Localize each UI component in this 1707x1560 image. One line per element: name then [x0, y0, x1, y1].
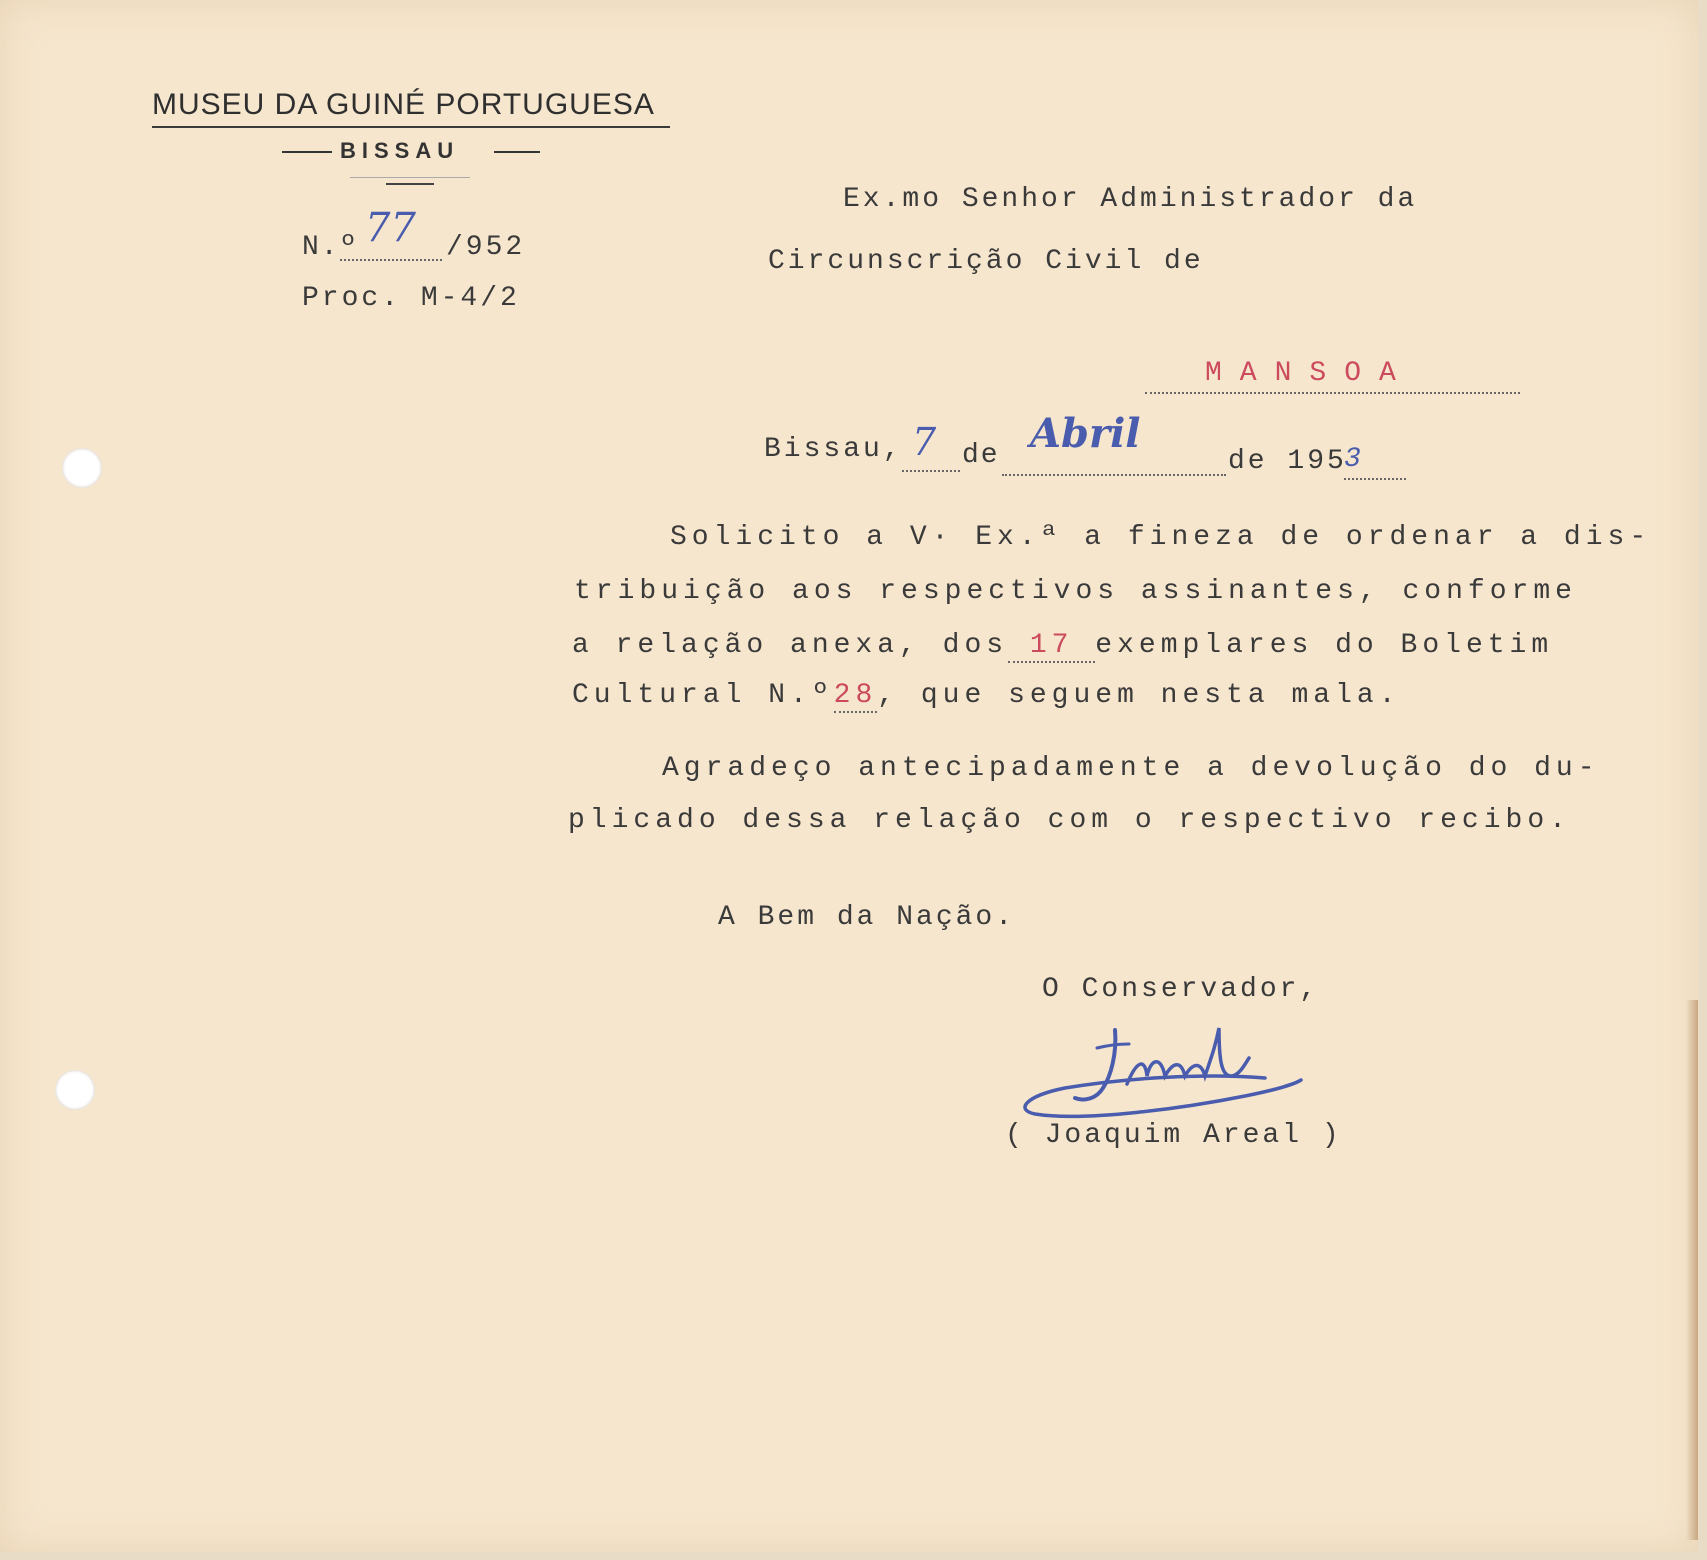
date-month-dots	[1002, 474, 1226, 476]
copies-quantity-dots	[1008, 630, 1095, 663]
bulletin-number: 28	[833, 680, 878, 711]
addressee-place-dots	[1145, 392, 1520, 394]
signer-title: O Conservador,	[1042, 974, 1320, 1005]
body-line-3	[572, 630, 1553, 661]
reference-number-handwritten: 77	[365, 205, 416, 251]
process-reference: Proc. M-4/2	[302, 283, 520, 314]
subtitle-dash-left	[282, 151, 332, 153]
body-line-3-start: a relação anexa, dos	[572, 630, 1009, 661]
addressee-line-1: Ex.mo Senhor Administrador da	[843, 184, 1418, 215]
addressee-line-2: Circunscrição Civil de	[768, 246, 1204, 277]
punch-hole-bottom	[55, 1070, 95, 1110]
body-line-4-end: , que seguem nesta mala.	[877, 680, 1401, 711]
punch-hole-top	[62, 448, 102, 488]
copies-quantity: 17	[1029, 630, 1074, 661]
reference-year: /952	[446, 232, 526, 263]
body-line-4	[572, 680, 1401, 711]
date-year-prefix: de 195	[1228, 446, 1347, 477]
date-day-dots	[902, 470, 960, 472]
signer-name: ( Joaquim Areal )	[1005, 1120, 1342, 1151]
reference-number-label: N.º	[302, 232, 359, 263]
body-line-4-start: Cultural N.º	[572, 680, 834, 711]
date-year-handwritten: 3	[1344, 444, 1363, 475]
letterhead-subtitle: BISSAU	[340, 138, 460, 163]
date-month-handwritten: Abril	[1030, 410, 1141, 457]
date-de-1: de	[962, 440, 1000, 471]
body-line-1: Solicito a V· Ex.ª a fineza de ordenar a dis-	[670, 522, 1652, 553]
date-day-handwritten: 7	[912, 420, 937, 464]
body-line-6: plicado dessa relação com o respectivo recibo.	[568, 805, 1571, 836]
subtitle-dash-right	[494, 151, 540, 153]
body-line-3-end: exemplares do Boletim	[1095, 630, 1554, 661]
letterhead-rule	[152, 126, 670, 128]
handwritten-signature	[1005, 1018, 1305, 1128]
addressee-place-stamp: MANSOA	[1205, 358, 1414, 389]
divider-short-rule	[386, 183, 434, 185]
divider-rule	[350, 177, 470, 178]
paper-edge-stain	[1686, 1000, 1698, 1540]
date-year-dots	[1344, 478, 1406, 480]
letterhead-title: MUSEU DA GUINÉ PORTUGUESA	[152, 88, 655, 121]
closing-salutation: A Bem da Nação.	[718, 902, 1016, 933]
body-line-5: Agradeço antecipadamente a devolução do du-	[662, 753, 1600, 784]
reference-number-dots	[340, 259, 442, 261]
body-line-2: tribuição aos respectivos assinantes, conforme	[574, 576, 1577, 607]
date-city: Bissau,	[764, 434, 903, 465]
